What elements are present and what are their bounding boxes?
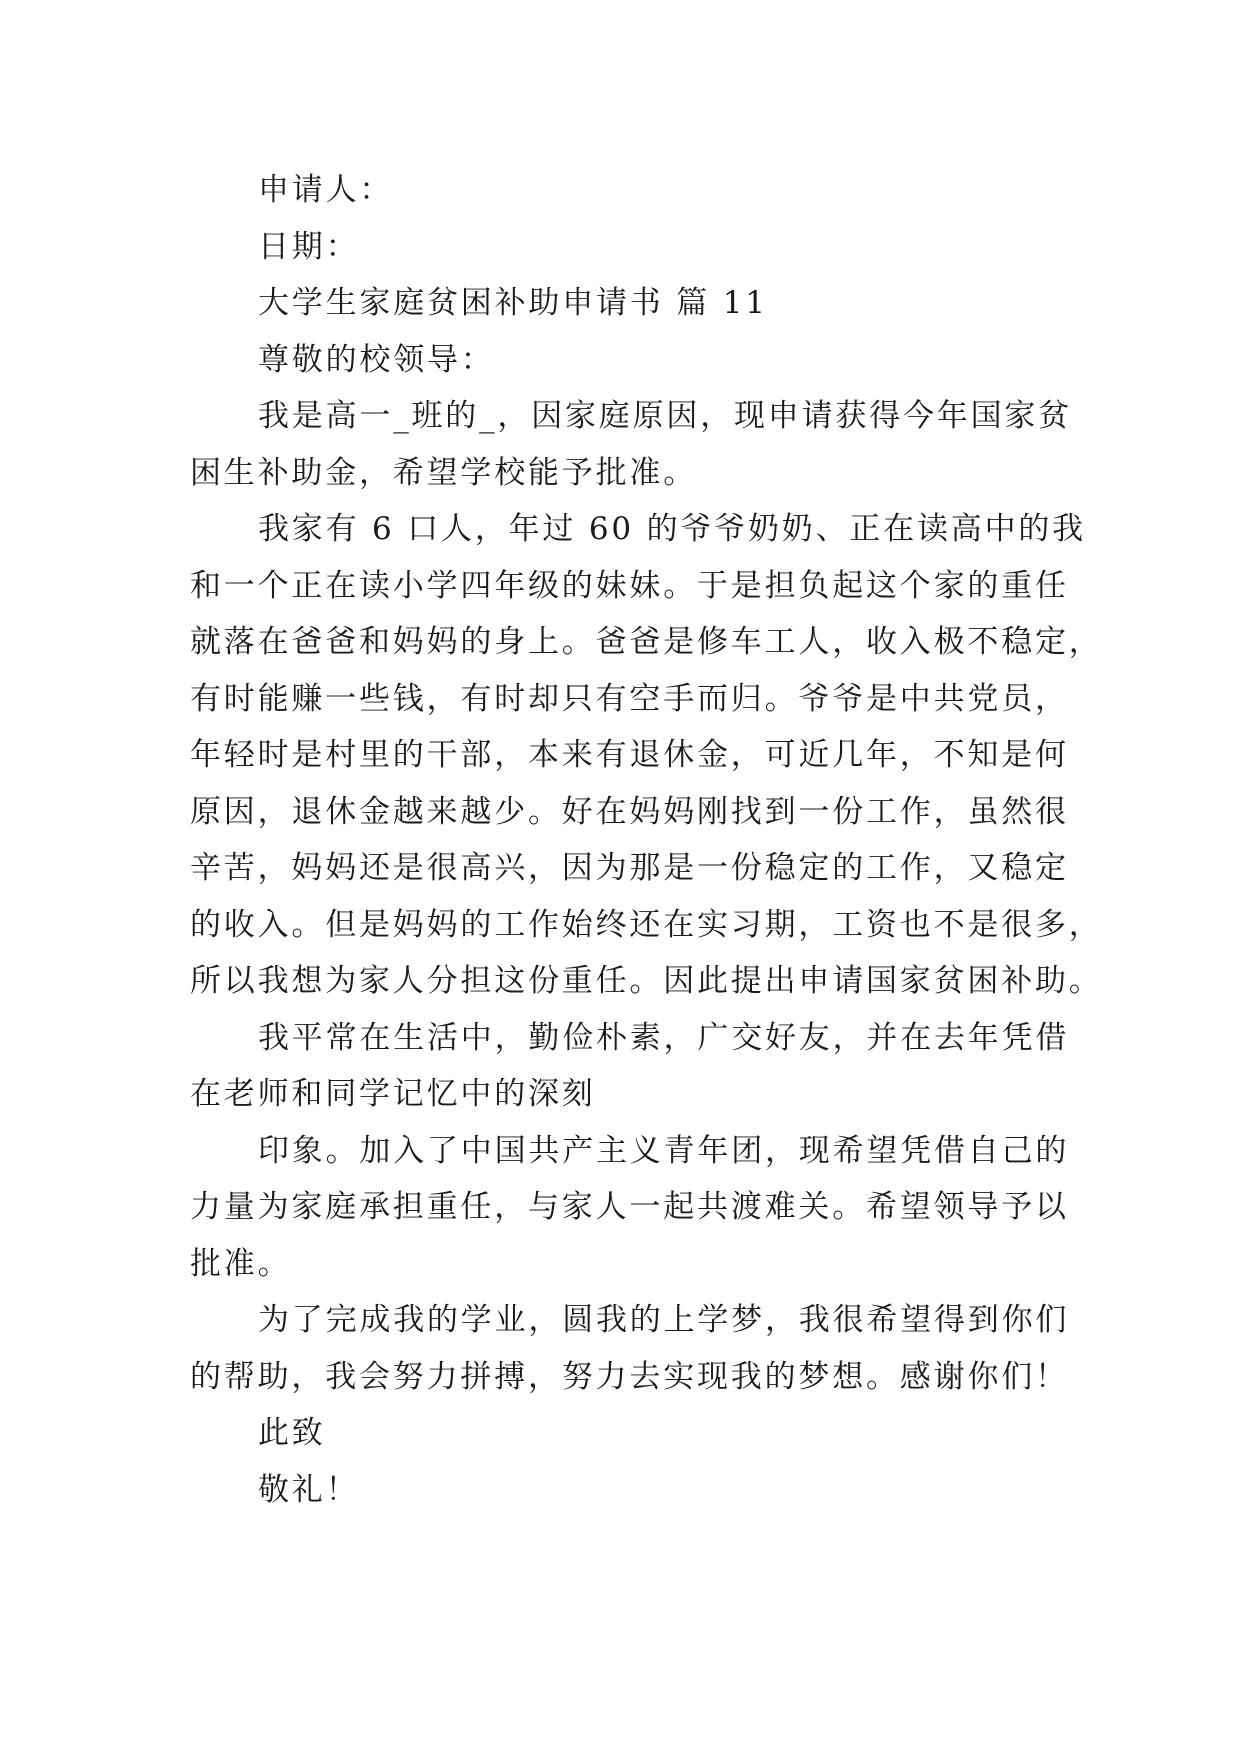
paragraph-line: 为了完成我的学业，圆我的上学梦，我很希望得到你们 xyxy=(258,1302,1070,1338)
paragraph-line: 原因，退休金越来越少。好在妈妈刚找到一份工作，虽然很 xyxy=(190,793,1069,830)
paragraph-line: 年轻时是村里的干部，本来有退休金，可近几年，不知是何 xyxy=(190,737,1069,773)
paragraph-line: 辛苦，妈妈还是很高兴，因为那是一份稳定的工作，又稳定 xyxy=(190,850,1069,886)
paragraph-line: 的收入。但是妈妈的工作始终还在实习期，工资也不是很多， xyxy=(190,906,1103,943)
paragraph-line: 我是高一_班的_，因家庭原因，现申请获得今年国家贫 xyxy=(258,398,1072,434)
paragraph-line: 的帮助，我会努力拼搏，努力去实现我的梦想。感谢你们！ xyxy=(190,1358,1069,1395)
paragraph-line: 印象。加入了中国共产主义青年团，现希望凭借自己的 xyxy=(258,1132,1070,1169)
paragraph-line: 困生补助金，希望学校能予批准。 xyxy=(190,454,697,491)
paragraph-line: 和一个正在读小学四年级的妹妹。于是担负起这个家的重任 xyxy=(190,567,1069,604)
paragraph-line: 我家有 6 口人，年过 60 的爷爷奶奶、正在读高中的我 xyxy=(258,511,1086,547)
date-line: 日期： xyxy=(258,228,360,265)
paragraph-line: 就落在爸爸和妈妈的身上。爸爸是修车工人，收入极不稳定， xyxy=(190,624,1103,660)
paragraph-line: 有时能赚一些钱，有时却只有空手而归。爷爷是中共党员， xyxy=(190,680,1069,717)
paragraph-line: 在老师和同学记忆中的深刻 xyxy=(190,1076,596,1112)
paragraph-line: 所以我想为家人分担这份重任。因此提出申请国家贫困补助。 xyxy=(190,963,1103,999)
paragraph-line: 我平常在生活中，勤俭朴素，广交好友，并在去年凭借 xyxy=(258,1019,1070,1056)
salutation: 尊敬的校领导： xyxy=(258,341,495,378)
letter-body xyxy=(190,162,1103,1518)
section-title: 大学生家庭贫困补助申请书 篇 11 xyxy=(258,285,768,321)
closing-line: 此致 xyxy=(258,1415,326,1451)
paragraph-line: 力量为家庭承担重任，与家人一起共渡难关。希望领导予以 xyxy=(190,1189,1069,1225)
paragraph-line: 批准。 xyxy=(190,1245,292,1282)
closing-salute: 敬礼！ xyxy=(258,1471,360,1508)
applicant-line: 申请人： xyxy=(258,172,394,208)
